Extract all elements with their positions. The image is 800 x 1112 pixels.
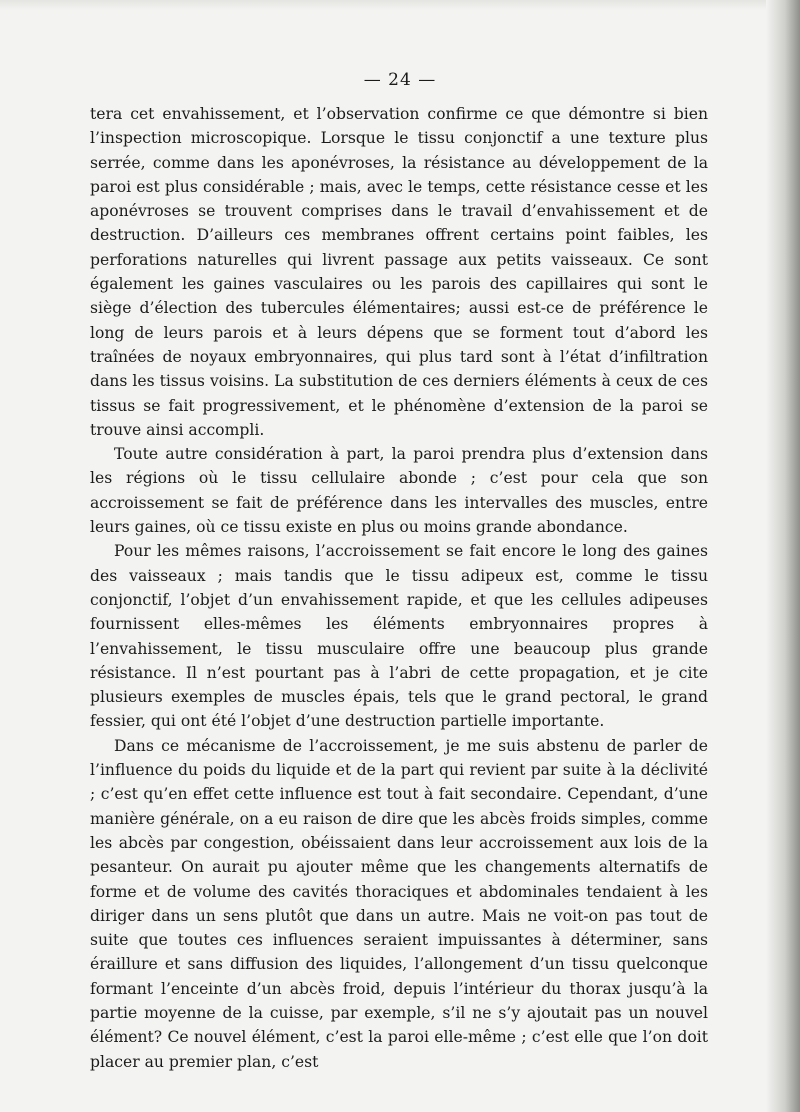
paragraph-1: tera cet envahissement, et l’observation confirme ce que démontre si bien l’inspection microscopique. Lorsque le tissu conjonctif a une texture plus serrée, comme dans les aponévroses, la résistance au développement de la paroi est plus considérable ; mais, avec le temps, cette résistance cesse et les aponévroses se trouvent comprises dans le travail d’envahissement et de destruction. D’ailleurs ces membranes offrent certains point faibles, les perforations naturelles qui livrent passage aux petits vaisseaux. Ce sont également les gaines vasculaires ou les parois des capillaires qui sont le siège d’élection des tubercules élémentaires; aussi est-ce de préférence le long de leurs parois et à leurs dépens que se forment tout d’abord les traînées de noyaux embryonnaires, qui plus tard sont à l’état d’infiltration dans les tissus voisins. La substitution de ces derniers éléments à ceux de ces tissus se fait progressivement, et le phénomène d’extension de la paroi se trouve ainsi accompli. (90, 105, 708, 439)
paragraph-2: Toute autre considération à part, la paroi prendra plus d’extension dans les régions où le tissu cellulaire abonde ; c’est pour cela que son accroissement se fait de préférence dans les intervalles des muscles, entre leurs gaines, où ce tissu existe en plus ou moins grande abondance. (90, 445, 708, 537)
body-text (90, 102, 708, 1074)
scan-page-edge-shadow (766, 0, 800, 1112)
paragraph-4: Dans ce mécanisme de l’accroissement, je me suis abstenu de parler de l’influence du poids du liquide et de la part qui revient par suite à la déclivité ; c’est qu’en effet cette influence est tout à fait secondaire. Cependant, d’une manière générale, on a eu raison de dire que les abcès froids simples, comme les abcès par congestion, obéissaient dans leur accroissement aux lois de la pesanteur. On aurait pu ajouter même que les changements alternatifs de forme et de volume des cavités thoraciques et abdominales tendaient à les diriger dans un sens plutôt que dans un autre. Mais ne voit-on pas tout de suite que toutes ces influences seraient impuissantes à déterminer, sans éraillure et sans diffusion des liquides, l’allongement d’un tissu quelconque formant l’enceinte d’un abcès froid, depuis l’intérieur du thorax jusqu’à la partie moyenne de la cuisse, par exemple, s’il ne s’y ajoutait pas un nouvel élément? Ce nouvel élément, c’est la paroi elle-même ; c’est elle que l’on doit placer au premier plan, c’est (90, 736, 708, 1071)
scan-top-edge (0, 0, 800, 10)
page-number: — 24 — (363, 70, 437, 90)
paragraph-3: Pour les mêmes raisons, l’accroissement se fait encore le long des gaines des vaisseaux ; mais tandis que le tissu adipeux est, comme le tissu conjonctif, l’objet d’un envahissement rapide, et que les cellules adipeuses fournissent elles-mêmes les éléments embryonnaires propres à l’envahissement, le tissu musculaire offre une beaucoup plus grande résistance. Il n’est pourtant pas à l’abri de cette propagation, et je cite plusieurs exemples de muscles épais, tels que le grand pectoral, le grand fessier, qui ont été l’objet d’une destruction partielle importante. (90, 542, 708, 731)
